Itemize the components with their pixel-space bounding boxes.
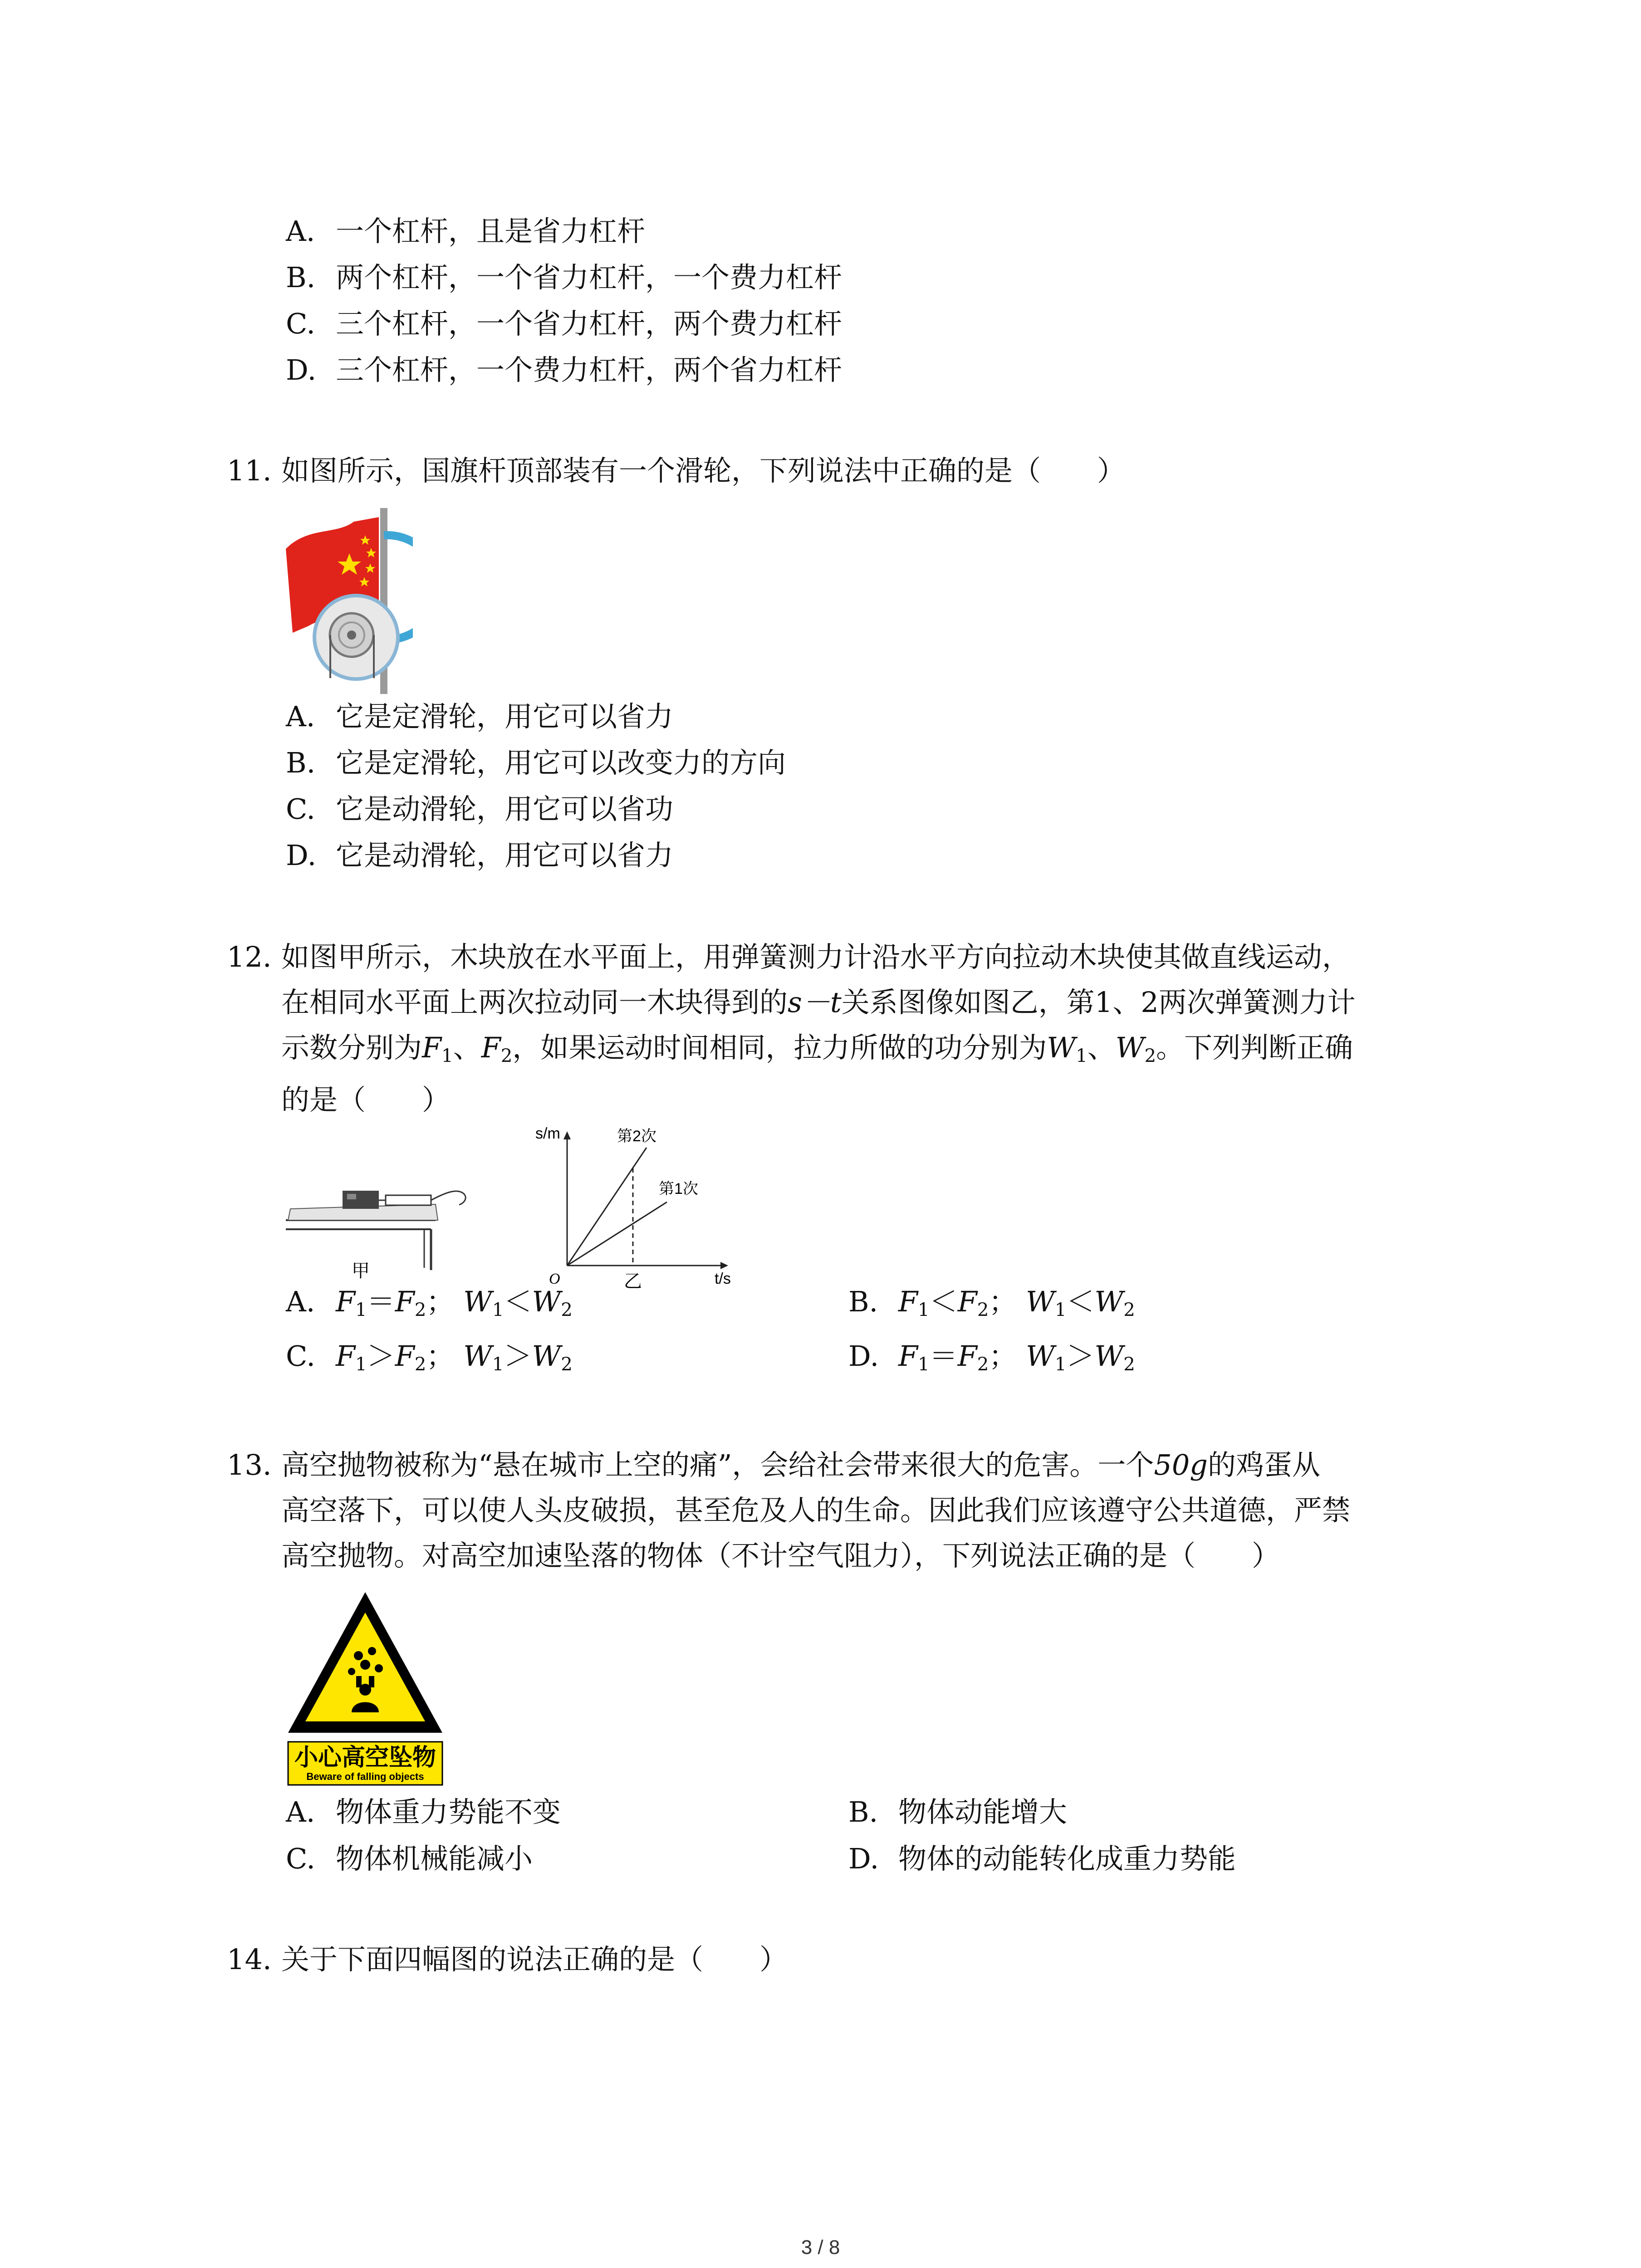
sign-caption-cn: 小心高空坠物 [294, 1744, 436, 1771]
line-second [567, 1148, 647, 1266]
q13-stem-line2: 高空落下，可以使人头皮破损，甚至危及人的生命。因此我们应该遵守公共道德，严禁 [281, 1494, 1351, 1527]
label-yi: 乙 [624, 1271, 642, 1288]
q12-stem-line2: 在相同水平面上两次拉动同一木块得到的s－t关系图像如图乙，第1、2两次弹簧测力计 [281, 986, 1356, 1019]
person-head [359, 1684, 371, 1696]
q13-option-b: B. 物体动能增大 [848, 1795, 1068, 1828]
q12-option-a: A. $F_1=F_2$； $W_1<W_2$ [286, 1285, 573, 1321]
q12-stem-line3: 示数分别为$F_1$、$F_2$，如果运动时间相同，拉力所做的功分别为$W_1$、$W_2$。下列判断正确 [281, 1031, 1353, 1067]
flagpole-pulley-figure [281, 508, 413, 694]
figure-yi-st-graph [535, 1120, 744, 1288]
hand [431, 1191, 465, 1205]
q12-option-d: D. $F_1=F_2$； $W_1>W_2$ [848, 1339, 1135, 1375]
origin-label: O [549, 1271, 560, 1287]
q12-stem-line4: 的是（ ） [281, 1083, 451, 1116]
q10-option-b: B. 两个杠杆，一个省力杠杆，一个费力杠杆 [286, 261, 843, 294]
q12-option-b: B. $F_1<F_2$； $W_1<W_2$ [848, 1285, 1135, 1321]
q11-option-b: B. 它是定滑轮，用它可以改变力的方向 [286, 746, 786, 779]
page-number: 3 / 8 [801, 2236, 840, 2258]
sign-caption-en: Beware of falling objects [306, 1771, 424, 1782]
line-first [567, 1202, 667, 1266]
q10-option-a: A. 一个杠杆，且是省力杠杆 [286, 215, 646, 248]
q13-stem-line1: 13. 高空抛物被称为“悬在城市上空的痛”，会给社会带来很大的危害。一个50g的鸡蛋从 [227, 1448, 1321, 1481]
x-axis-label: t/s [715, 1270, 731, 1287]
falling-objects-warning-sign [284, 1588, 447, 1787]
q13-option-c: C. 物体机械能减小 [286, 1842, 533, 1875]
spring-scale [386, 1195, 431, 1205]
q14-stem: 14. 关于下面四幅图的说法正确的是（ ） [227, 1943, 788, 1976]
pulley-axle [347, 631, 356, 640]
q11-option-a: A. 它是定滑轮，用它可以省力 [286, 700, 674, 733]
figure-jia-table-block [281, 1161, 499, 1279]
q11-option-d: D. 它是动滑轮，用它可以省力 [286, 839, 674, 872]
label-first: 第1次 [659, 1180, 698, 1198]
q12-stem-line1: 12. 如图甲所示，木块放在水平面上，用弹簧测力计沿水平方向拉动木块使其做直线运动， [227, 940, 1351, 973]
q11-option-c: C. 它是动滑轮，用它可以省功 [286, 792, 674, 826]
q13-stem-line3: 高空抛物。对高空加速坠落的物体（不计空气阻力），下列说法正确的是（ ） [281, 1539, 1280, 1572]
q10-option-c: C. 三个杠杆，一个省力杠杆，两个费力杠杆 [286, 307, 843, 340]
q11-stem: 11. 如图所示，国旗杆顶部装有一个滑轮，下列说法中正确的是（ ） [227, 454, 1126, 487]
label-jia: 甲 [352, 1261, 370, 1279]
q12-option-c: C. $F_1>F_2$； $W_1>W_2$ [286, 1339, 573, 1375]
wood-block [343, 1191, 379, 1209]
q13-option-d: D. 物体的动能转化成重力势能 [848, 1842, 1236, 1875]
q13-option-a: A. 物体重力势能不变 [286, 1795, 561, 1828]
q10-option-d: D. 三个杠杆，一个费力杠杆，两个省力杠杆 [286, 353, 843, 386]
label-second: 第2次 [617, 1128, 656, 1145]
y-axis-label: s/m [535, 1125, 560, 1142]
